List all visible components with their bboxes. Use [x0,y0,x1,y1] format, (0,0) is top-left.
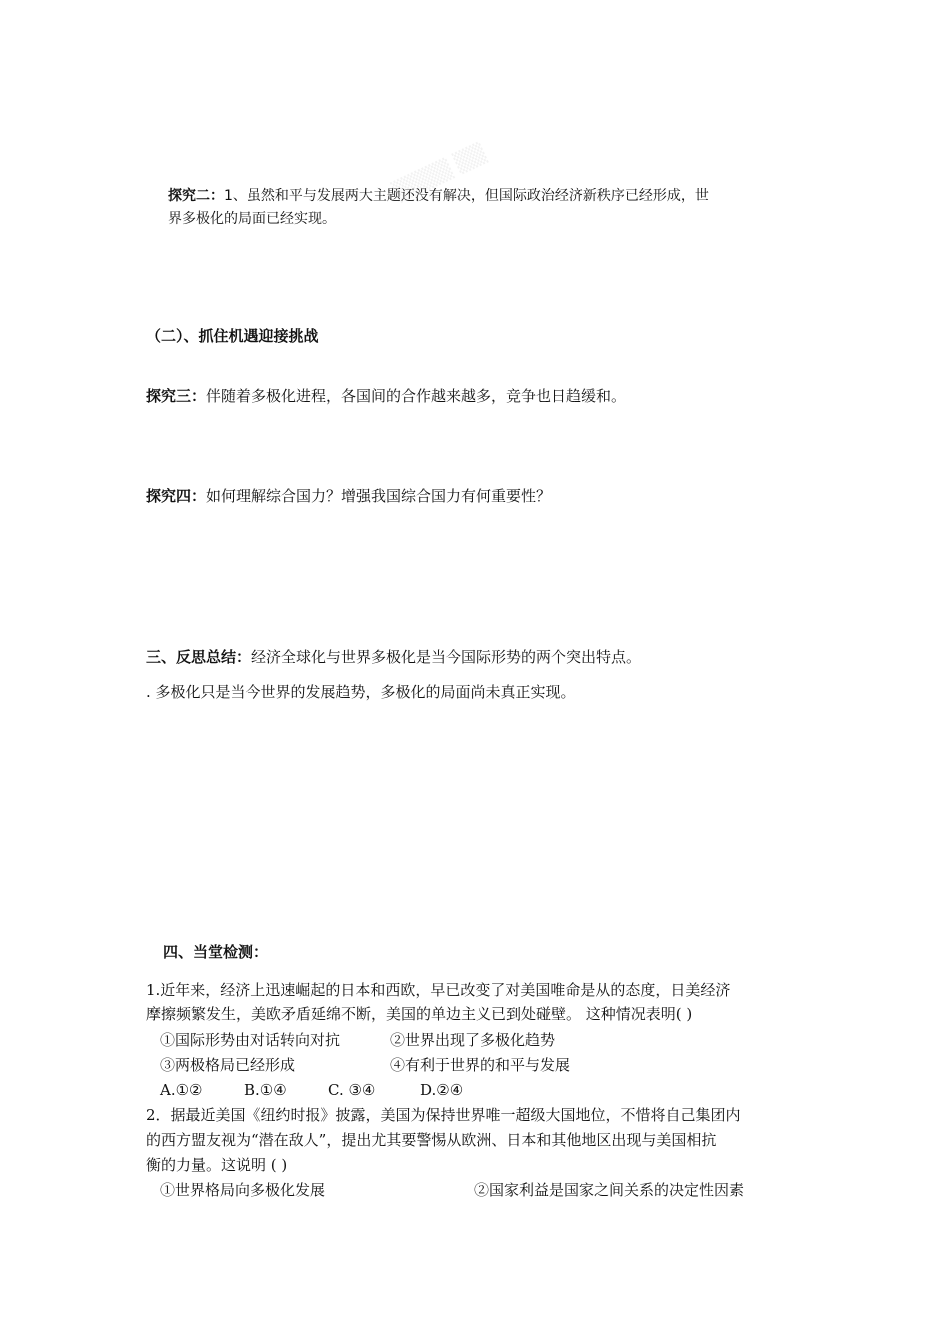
probe2-line1 [168,185,709,207]
q1-line2: 摩擦频繁发生，美欧矛盾延绵不断，美国的单边主义已到处碰壁。 这种情况表明( ) [146,1005,693,1023]
q1-option-2: ②世界出现了多极化趋势 [390,1031,556,1049]
probe3-label: 探究三： [146,387,207,405]
q2-option-2: ②国家利益是国家之间关系的决定性因素 [474,1181,745,1199]
q1-choice-b: B.①④ [244,1081,287,1099]
watermark: ▒▒▒▒ ▒▒ [389,140,489,205]
reflection-line1 [146,645,641,669]
probe2-label: 探究二： [168,188,224,204]
q2-line2: 的西方盟友视为“潜在敌人”，提出尤其要警惕从欧洲、日本和其他地区出现与美国相抗 [146,1131,717,1149]
probe3 [146,384,626,408]
reflection-label: 三、反思总结： [146,648,252,666]
q2-option-1: ①世界格局向多极化发展 [160,1181,326,1199]
section2-heading: （二）、抓住机遇迎接挑战 [146,327,319,345]
q1-option-3: ③两极格局已经形成 [160,1056,296,1074]
reflection-text: 经济全球化与世界多极化是当今国际形势的两个突出特点。 [251,648,642,666]
probe4-text: 如何理解综合国力？增强我国综合国力有何重要性？ [206,487,552,505]
probe4 [146,484,551,508]
probe3-text: 伴随着多极化进程，各国间的合作越来越多，竞争也日趋缓和。 [206,387,627,405]
q1-choice-d: D.②④ [420,1081,464,1099]
reflection-line2: . 多极化只是当今世界的发展趋势，多极化的局面尚未真正实现。 [146,683,576,701]
probe2-text: 1、虽然和平与发展两大主题还没有解决，但国际政治经济新秩序已经形成，世 [224,188,709,204]
probe2-line2: 界多极化的局面已经实现。 [168,211,336,227]
q2-line1: 2．据最近美国《纽约时报》披露，美国为保持世界唯一超级大国地位，不惜将自己集团内 [146,1106,741,1124]
test-heading: 四、当堂检测： [163,943,269,961]
q1-choice-c: C. ③④ [328,1081,376,1099]
q1-option-4: ④有利于世界的和平与发展 [390,1056,571,1074]
q1-option-1: ①国际形势由对话转向对抗 [160,1031,341,1049]
probe4-label: 探究四： [146,487,207,505]
q2-line3: 衡的力量。这说明 ( ) [146,1156,288,1174]
q1-line1: 1.近年来，经济上迅速崛起的日本和西欧，早已改变了对美国唯命是从的态度，日美经济 [146,981,731,999]
q1-choice-a: A.①② [160,1081,203,1099]
